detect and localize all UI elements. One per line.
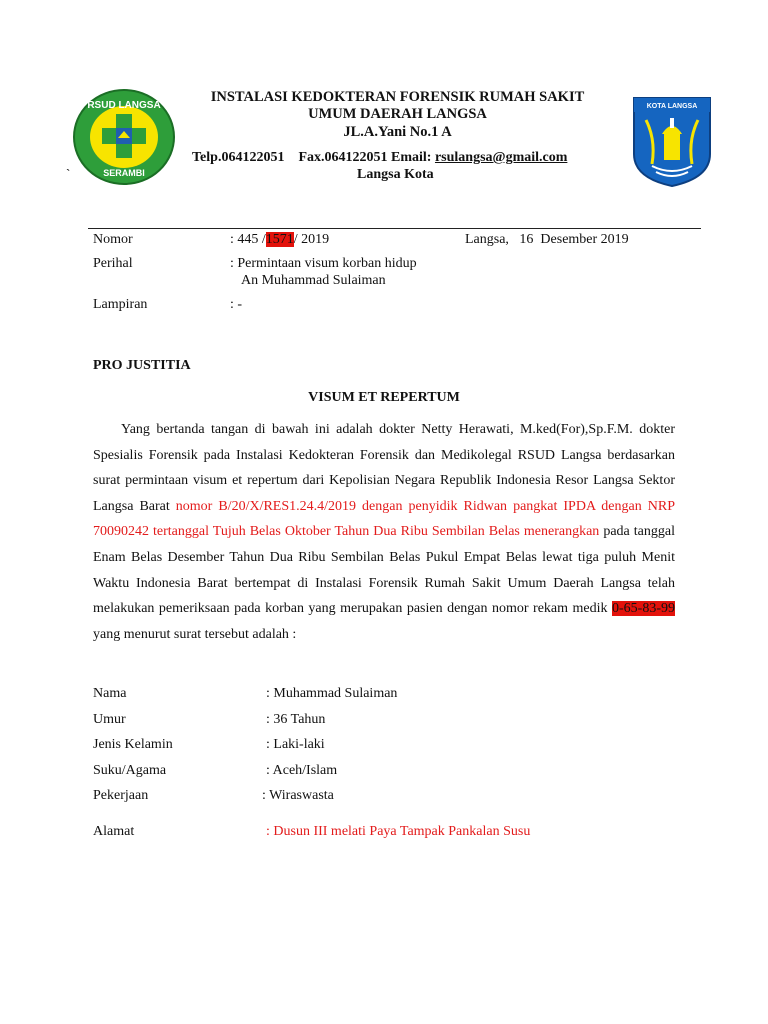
crest-top-text: KOTA LANGSA [646,103,698,110]
pekerjaan-label: Pekerjaan [93,788,149,803]
contact-line [192,150,567,166]
email-link[interactable]: rsulangsa@gmail.com [434,150,568,165]
lampiran-label: Lampiran [93,297,148,312]
nama-label: Nama [93,686,127,701]
kota-langsa-crest [632,96,712,188]
umur-label: Umur [93,712,126,727]
telp: Telp.064122051 [192,150,285,165]
perihal-label: Perihal [93,256,133,271]
header-line-1: INSTALASI KEDOKTERAN FORENSIK RUMAH SAKIT [210,89,585,105]
alamat-value: : Dusun III melati Paya Tampak Pankalan Susu [266,824,531,839]
nomor-number-highlight: 1571 [265,232,294,247]
record-number-highlight: 0-65-83-99 [612,601,675,617]
header-line-2: UMUM DAERAH LANGSA [308,106,487,122]
paragraph-red-part: nomor B/20/X/RES1.24.4/2019 dengan penyidik Ridwan pangkat IPDA dengan NRP 70090242 tertanggal Tujuh Belas Oktober Tahun Dua Ribu Sembilan Belas menerangkan [93,498,675,540]
suku-agama-label: Suku/Agama [93,763,167,778]
paragraph-part-3: yang menurut surat tersebut adalah : [93,626,297,642]
pekerjaan-value: : Wiraswasta [262,788,334,803]
alamat-label: Alamat [93,824,135,839]
city-line: Langsa Kota [357,167,434,182]
jenis-kelamin-value: : Laki-laki [266,737,325,752]
rsud-langsa-logo [72,88,176,186]
paragraph-part-1: Yang bertanda tangan di bawah ini adalah dokter Netty Herawati, M.ked(For),Sp.F.M. dokter Spesialis Forensik pada Instalasi Kedokteran Forensik dan Medikolegal RSUD Langsa berdasarkan surat permintaan visum et repertum dari Kepolisian Negara Republik Indonesia Resor Langsa Sektor Langsa Barat [93,422,675,514]
stray-mark: ` [66,166,71,181]
lampiran-value: : - [230,297,243,312]
header-line-3: JL.A.Yani No.1 A [343,124,452,140]
nomor-label: Nomor [93,232,133,247]
nama-value: : Muhammad Sulaiman [266,686,398,701]
nomor-value: : 445 /1571/ 2019 [230,232,330,247]
header-divider [88,228,701,229]
pro-justitia: PRO JUSTITIA [93,358,191,373]
jenis-kelamin-label: Jenis Kelamin [93,737,173,752]
body-paragraph [93,417,675,647]
perihal-line-2: An Muhammad Sulaiman [241,273,386,288]
paragraph-part-2: pada tanggal Enam Belas Desember Tahun Dua Ribu Sembilan Belas Pukul Empat Belas lewat tiga puluh Menit Waktu Indonesia Barat bertempat di Instalasi Forensik Rumah Sakit Umum Daerah Langsa telah melakukan pemeriksaan pada korban yang merupakan pasien dengan nomor rekam medik [93,524,675,617]
place-date: Langsa, 16 Desember 2019 [465,232,629,247]
umur-value: : 36 Tahun [266,712,326,727]
fax: Fax.064122051 [298,150,388,165]
perihal-line-1: : Permintaan visum korban hidup [230,256,417,271]
suku-agama-value: : Aceh/Islam [266,763,338,778]
logo-top-text: RSUD LANGSA [87,100,161,111]
email-label: Email: [391,150,432,165]
document-title: VISUM ET REPERTUM [308,390,460,405]
logo-bottom-text: SERAMBI [103,168,145,178]
